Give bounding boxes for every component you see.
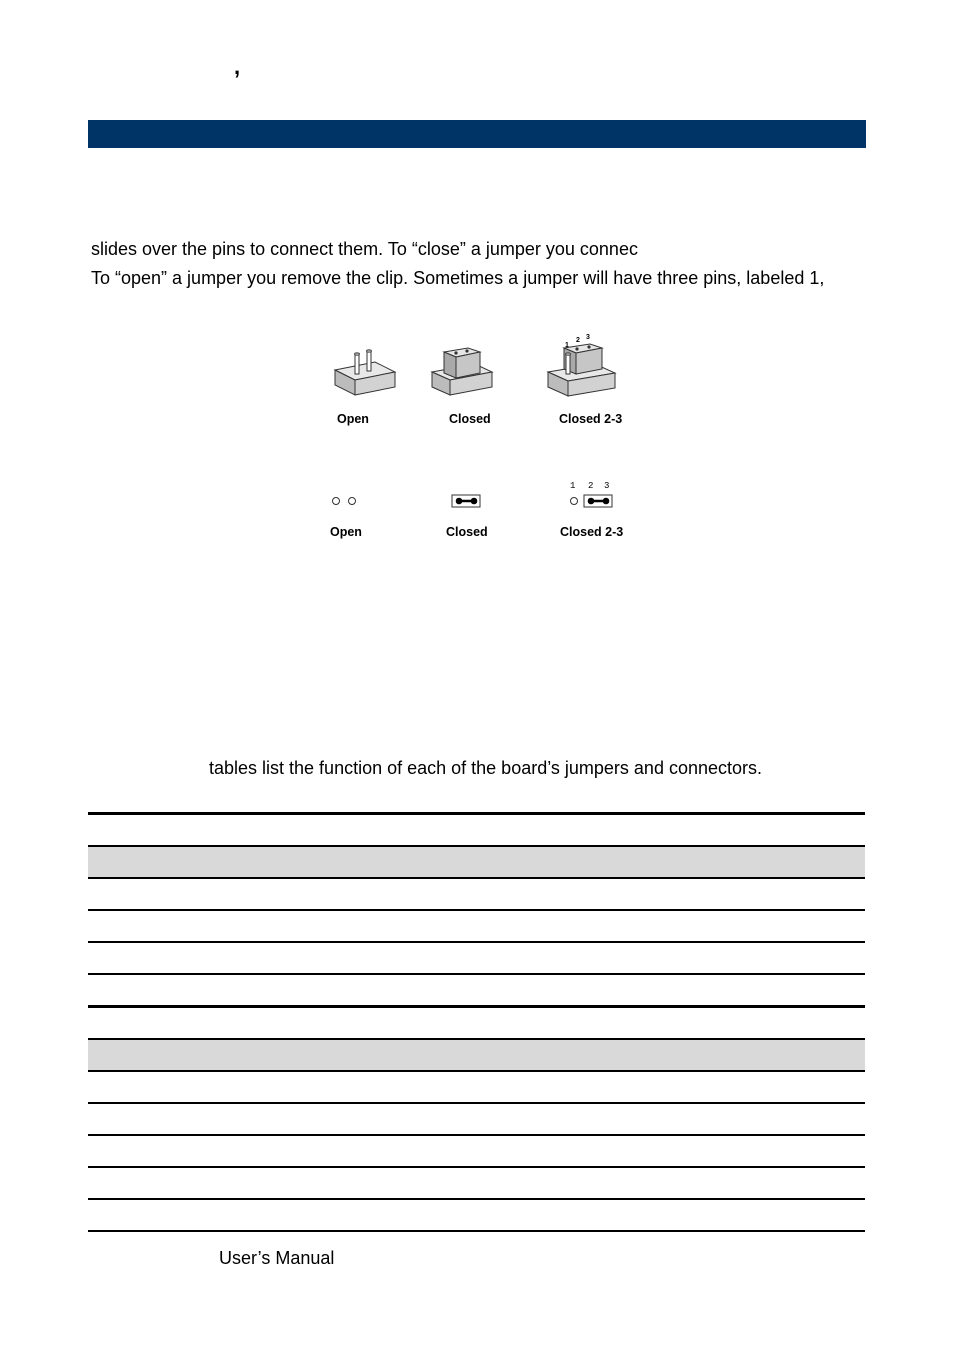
table-rule [88, 1166, 865, 1168]
header-fragment: , [234, 54, 241, 79]
table-rule [88, 909, 865, 911]
table-header-row [88, 847, 865, 877]
jumper-closed-2d-icon [452, 495, 480, 507]
jumper-closed-2-3-2d-icon [570, 481, 612, 507]
pin-number-2: 2 [576, 337, 580, 344]
table-rule [88, 1230, 865, 1232]
intro-line-1: slides over the pins to connect them. To “close” a jumper you connec [91, 239, 638, 259]
jumper-closed-3d-icon [432, 348, 492, 395]
jumper-closed-2-3-3d-icon [548, 334, 615, 396]
table-rule [88, 941, 865, 943]
table-rule [88, 1102, 865, 1104]
table-rule [88, 973, 865, 975]
table-rule [88, 1070, 865, 1072]
table-rule [88, 1038, 865, 1040]
table-rule [88, 1005, 865, 1008]
table-rule [88, 845, 865, 847]
table-header-row [88, 1040, 865, 1070]
jumper-open-2d-icon [333, 498, 356, 505]
table-rule [88, 1134, 865, 1136]
pin-number-3: 3 [586, 334, 590, 341]
tables-intro: tables list the function of each of the board’s jumpers and connectors. [209, 758, 762, 778]
label-open-2d: Open [330, 525, 362, 539]
section-banner [88, 120, 866, 148]
pin-number-1-2d: 1 [570, 481, 576, 491]
label-closed-2d: Closed [446, 525, 488, 539]
table-rule [88, 812, 865, 815]
jumper-open-3d-icon [335, 350, 395, 395]
table-rule [88, 877, 865, 879]
pin-number-3-2d: 3 [604, 481, 610, 491]
jumper-figure [320, 330, 640, 550]
table-rule [88, 1198, 865, 1200]
jumper-diagram [320, 330, 640, 550]
label-closed-3d: Closed [449, 412, 491, 426]
footer-manual-label: User’s Manual [219, 1248, 335, 1268]
label-closed-2-3-2d: Closed 2-3 [560, 525, 624, 539]
label-open-3d: Open [337, 412, 369, 426]
label-closed-2-3-3d: Closed 2-3 [559, 412, 623, 426]
intro-line-2: To “open” a jumper you remove the clip. Sometimes a jumper will have three pins, labeled 1, [91, 268, 825, 288]
pin-number-1: 1 [565, 342, 569, 349]
pin-number-2-2d: 2 [588, 481, 594, 491]
